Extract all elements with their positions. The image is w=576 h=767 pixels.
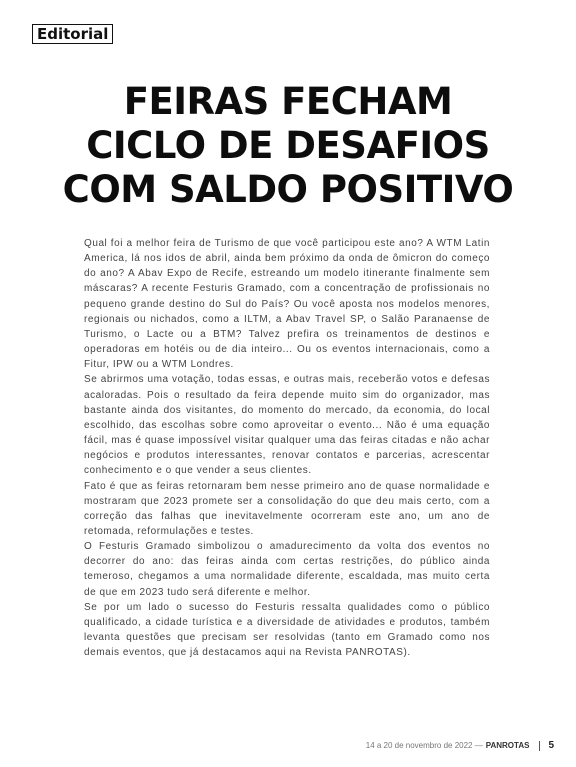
section-label: Editorial	[32, 24, 113, 44]
footer-divider	[539, 741, 540, 751]
headline-line-2: CICLO DE DESAFIOS	[86, 124, 490, 167]
paragraph-5: Se por um lado o sucesso do Festuris ressalta qualidades como o público qualificado, a cidade turística e a diversidade de atividades e produtos, também levanta questões que precisam ser resolvidas (tanto em Gramado como nos demais eventos, que já destacamos aqui na Revista PANROTAS).	[84, 601, 490, 659]
footer-brand: PANROTAS	[485, 741, 530, 750]
headline-line-3: COM SALDO POSITIVO	[62, 168, 514, 211]
headline-line-1: FEIRAS FECHAM	[123, 80, 453, 123]
paragraph-4: O Festuris Gramado simbolizou o amadurecimento da volta dos eventos no decorrer do ano: das feiras ainda com certas restrições, do público ainda temeroso, chegamos a uma normalidade diferente, escaldada, mas muito certa de que em 2023 tudo será diferente e melhor.	[84, 541, 490, 598]
headline	[0, 80, 576, 212]
paragraph-3: Fato é que as feiras retornaram bem nesse primeiro ano de quase normalidade e mostraram que 2023 promete ser a consolidação do que deu mais certo, com a correção das falhas que inevitavelmente ocorreram este ano, um ano de retomada, reformulações e testes.	[84, 480, 490, 537]
paragraph-2: Se abrirmos uma votação, todas essas, e outras mais, receberão votos e defesas acaloradas. Pois o resultado da feira depende muito sim do organizador, mas bastante ainda dos visitantes, do momento do mercado, da economia, do local escolhido, das escolhas sobre como aproveitar o evento... Não é uma equação fácil, mas é quase impossível visitar qualquer uma das feiras citadas e não achar negócios e produtos interessantes, renovar contatos e parcerias, acrescentar conhecimento e o que vender a seus clientes.	[84, 374, 490, 477]
page-number: 5	[548, 740, 554, 751]
paragraph-1: Qual foi a melhor feira de Turismo de que você participou este ano? A WTM Latin America, lá nos idos de abril, ainda bem próximo da onda de ômicron do começo do ano? A Abav Expo de Recife, estreando um modelo itinerante finalmente sem máscaras? A recente Festuris Gramado, com a concentração de profissionais no pequeno grande destino do Sul do País? Ou você aposta nos modelos menores, regionais ou nichados, como a ILTM, a Abav Travel SP, o Salão Paranaense de Turismo, o Lacte ou a BTM? Talvez prefira os treinamentos de destinos e operadoras em hotéis ou de dia inteiro... Ou os eventos internacionais, como a Fitur, IPW ou a WTM Londres.	[84, 238, 490, 371]
article-body	[84, 236, 490, 660]
page-footer	[366, 740, 554, 751]
footer-date: 14 a 20 de novembro de 2022 —	[365, 741, 483, 750]
